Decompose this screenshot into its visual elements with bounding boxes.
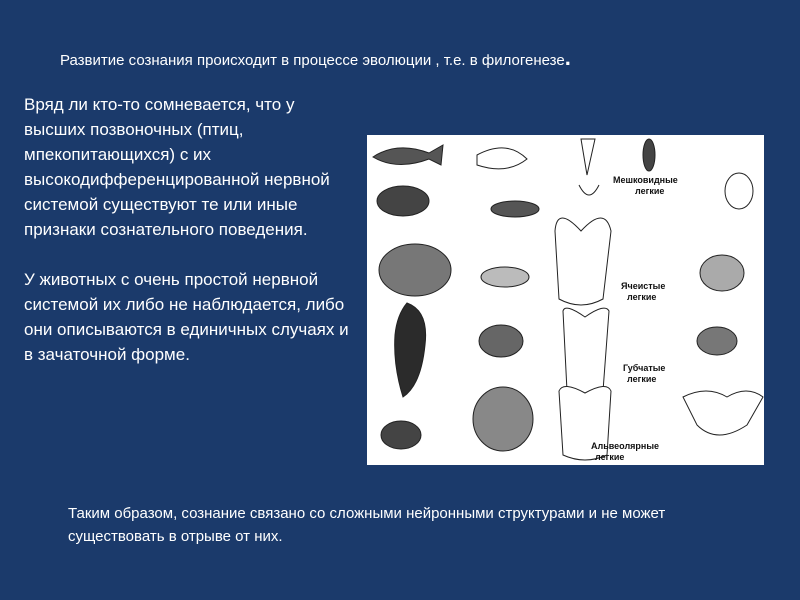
rabbit-drawing	[381, 421, 421, 449]
paragraph-simple-nervous-system: У животных с очень простой нервной системой их либо не наблюдается, либо они описываются в единичных случаях и в зачаточной форме.	[24, 270, 349, 364]
spongy-lung-drawing	[563, 308, 609, 395]
alveolar-lungs-label: Альвеолярные легкие	[591, 441, 660, 462]
evolution-illustration	[367, 135, 764, 465]
uterus-drawing	[683, 391, 763, 435]
body-text	[24, 92, 354, 367]
fish-drawing	[373, 145, 443, 165]
leaf-drawing	[643, 139, 655, 171]
mammal-brain-drawing	[473, 387, 533, 451]
egg-drawing	[700, 255, 744, 291]
egg-sac-drawing	[725, 173, 753, 209]
eagle-drawing	[395, 303, 426, 397]
slide-title	[60, 45, 760, 71]
fish-brain-drawing	[477, 148, 527, 169]
paragraph-higher-vertebrates: Вряд ли кто-то сомневается, что у высших позвоночных (птиц, мпекопитающихся) с их высокодифференцированной нервной системой существуют те или иные признаки сознательного поведения.	[24, 95, 330, 239]
nest-drawing	[697, 327, 737, 355]
illustration-drawings	[367, 135, 764, 465]
conclusion-text: Таким образом, сознание связано со сложными нейронными структурами и не может существовать в отрыве от них.	[68, 505, 666, 545]
reptile-brain-drawing	[481, 267, 529, 287]
sac-lungs-label: Мешковидные легкие	[613, 175, 678, 196]
frog-drawing	[377, 186, 429, 216]
bird-brain-drawing	[479, 325, 523, 357]
tortoise-drawing	[379, 244, 451, 296]
cellular-lungs-label: Ячеистые легкие	[621, 281, 666, 302]
sac-lung-drawing	[579, 139, 599, 195]
spongy-lungs-label: Губчатые легкие	[623, 363, 666, 384]
slide-title-dot: .	[564, 45, 571, 70]
slide-title-text: Развитие сознания происходит в процессе эволюции , т.е. в филогенезе	[60, 52, 565, 69]
cellular-lung-drawing	[555, 218, 611, 305]
amphibian-brain-drawing	[491, 201, 539, 217]
